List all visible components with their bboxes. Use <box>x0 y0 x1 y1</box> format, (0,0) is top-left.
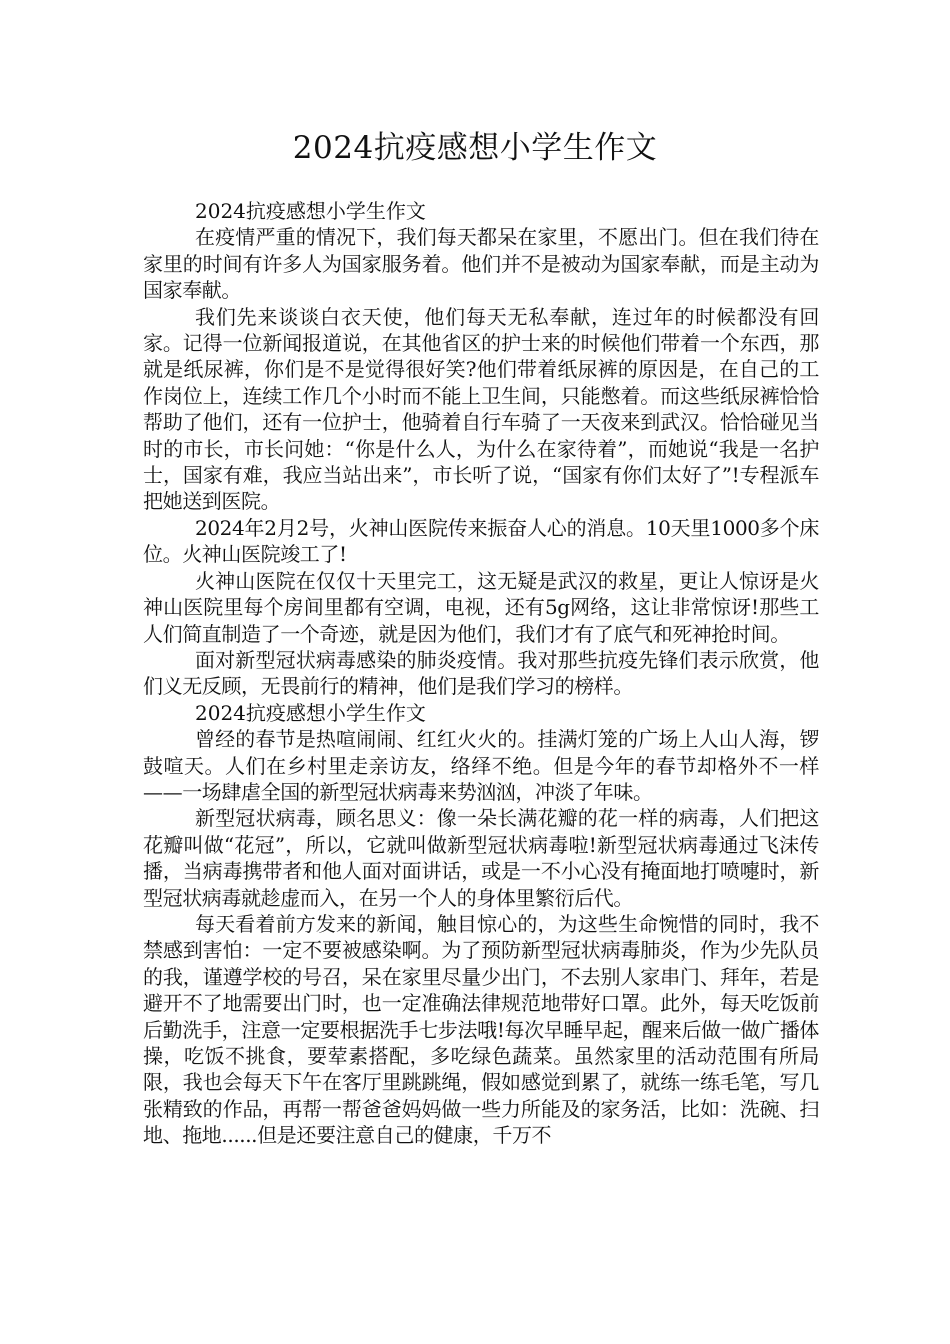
paragraph: 我们先来谈谈白衣天使，他们每天无私奉献，连过年的时候都没有回家。记得一位新闻报道说，在其他省区的护士来的时候他们带着一个东西，那就是纸尿裤，你们是不是觉得很好笑?他们带着纸尿裤的原因是，在自己的工作岗位上，连续工作几个小时而不能上卫生间，只能憋着。而这些纸尿裤恰恰帮助了他们，还有一位护士，他骑着自行车骑了一天夜来到武汉。恰恰碰见当时的市长，市长问她：“你是什么人，为什么在家待着”，而她说“我是一名护士，国家有难，我应当站出来”，市长听了说，“国家有你们太好了”!专程派车把她送到医院。 <box>143 304 819 514</box>
paragraph: 每天看着前方发来的新闻，触目惊心的，为这些生命惋惜的同时，我不禁感到害怕：一定不要被感染啊。为了预防新型冠状病毒肺炎，作为少先队员的我，谨遵学校的号召，呆在家里尽量少出门，不去别人家串门、拜年，若是避开不了地需要出门时，也一定准确法律规范地带好口罩。此外，每天吃饭前后勤洗手，注意一定要根据洗手七步法哦!每次早睡早起，醒来后做一做广播体操，吃饭不挑食，要荤素搭配，多吃绿色蔬菜。虽然家里的活动范围有所局限，我也会每天下午在客厅里跳跳绳，假如感觉到累了，就练一练毛笔，写几张精致的作品，再帮一帮爸爸妈妈做一些力所能及的家务活，比如：洗碗、扫地、拖地......但是还要注意自己的健康，千万不 <box>143 911 819 1148</box>
document-title: 2024抗疫感想小学生作文 <box>292 130 658 166</box>
paragraph-subtitle: 2024抗疫感想小学生作文 <box>195 700 426 725</box>
paragraph-subtitle: 2024抗疫感想小学生作文 <box>195 199 426 223</box>
paragraph: 火神山医院在仅仅十天里完工，这无疑是武汉的救星，更让人惊讶是火神山医院里每个房间里都有空调，电视，还有5g网络，这让非常惊讶!那些工人们简直制造了一个奇迹，就是因为他们，我们才有了底气和死神抢时间。 <box>143 568 819 646</box>
document-body <box>143 198 819 1149</box>
paragraph: 在疫情严重的情况下，我们每天都呆在家里，不愿出门。但在我们待在家里的时间有许多人为国家服务着。他们并不是被动为国家奉献，而是主动为国家奉献。 <box>143 225 819 303</box>
paragraph: 2024年2月2号，火神山医院传来振奋人心的消息。10天里1000多个床位。火神山医院竣工了! <box>143 515 819 567</box>
paragraph: 新型冠状病毒，顾名思义：像一朵长满花瓣的花一样的病毒，人们把这花瓣叫做“花冠”，所以，它就叫做新型冠状病毒啦!新型冠状病毒通过飞沫传播，当病毒携带者和他人面对面讲话，或是一不小心没有掩面地打喷嚏时，新型冠状病毒就趁虚而入，在另一个人的身体里繁衍后代。 <box>143 806 819 910</box>
paragraph: 曾经的春节是热喧闹闹、红红火火的。挂满灯笼的广场上人山人海，锣鼓喧天。人们在乡村里走亲访友，络绎不绝。但是今年的春节却格外不一样——一场肆虐全国的新型冠状病毒来势汹汹，冲淡了年味。 <box>143 727 819 804</box>
paragraph: 面对新型冠状病毒感染的肺炎疫情。我对那些抗疫先锋们表示欣赏，他们义无反顾，无畏前行的精神，他们是我们学习的榜样。 <box>143 647 819 699</box>
